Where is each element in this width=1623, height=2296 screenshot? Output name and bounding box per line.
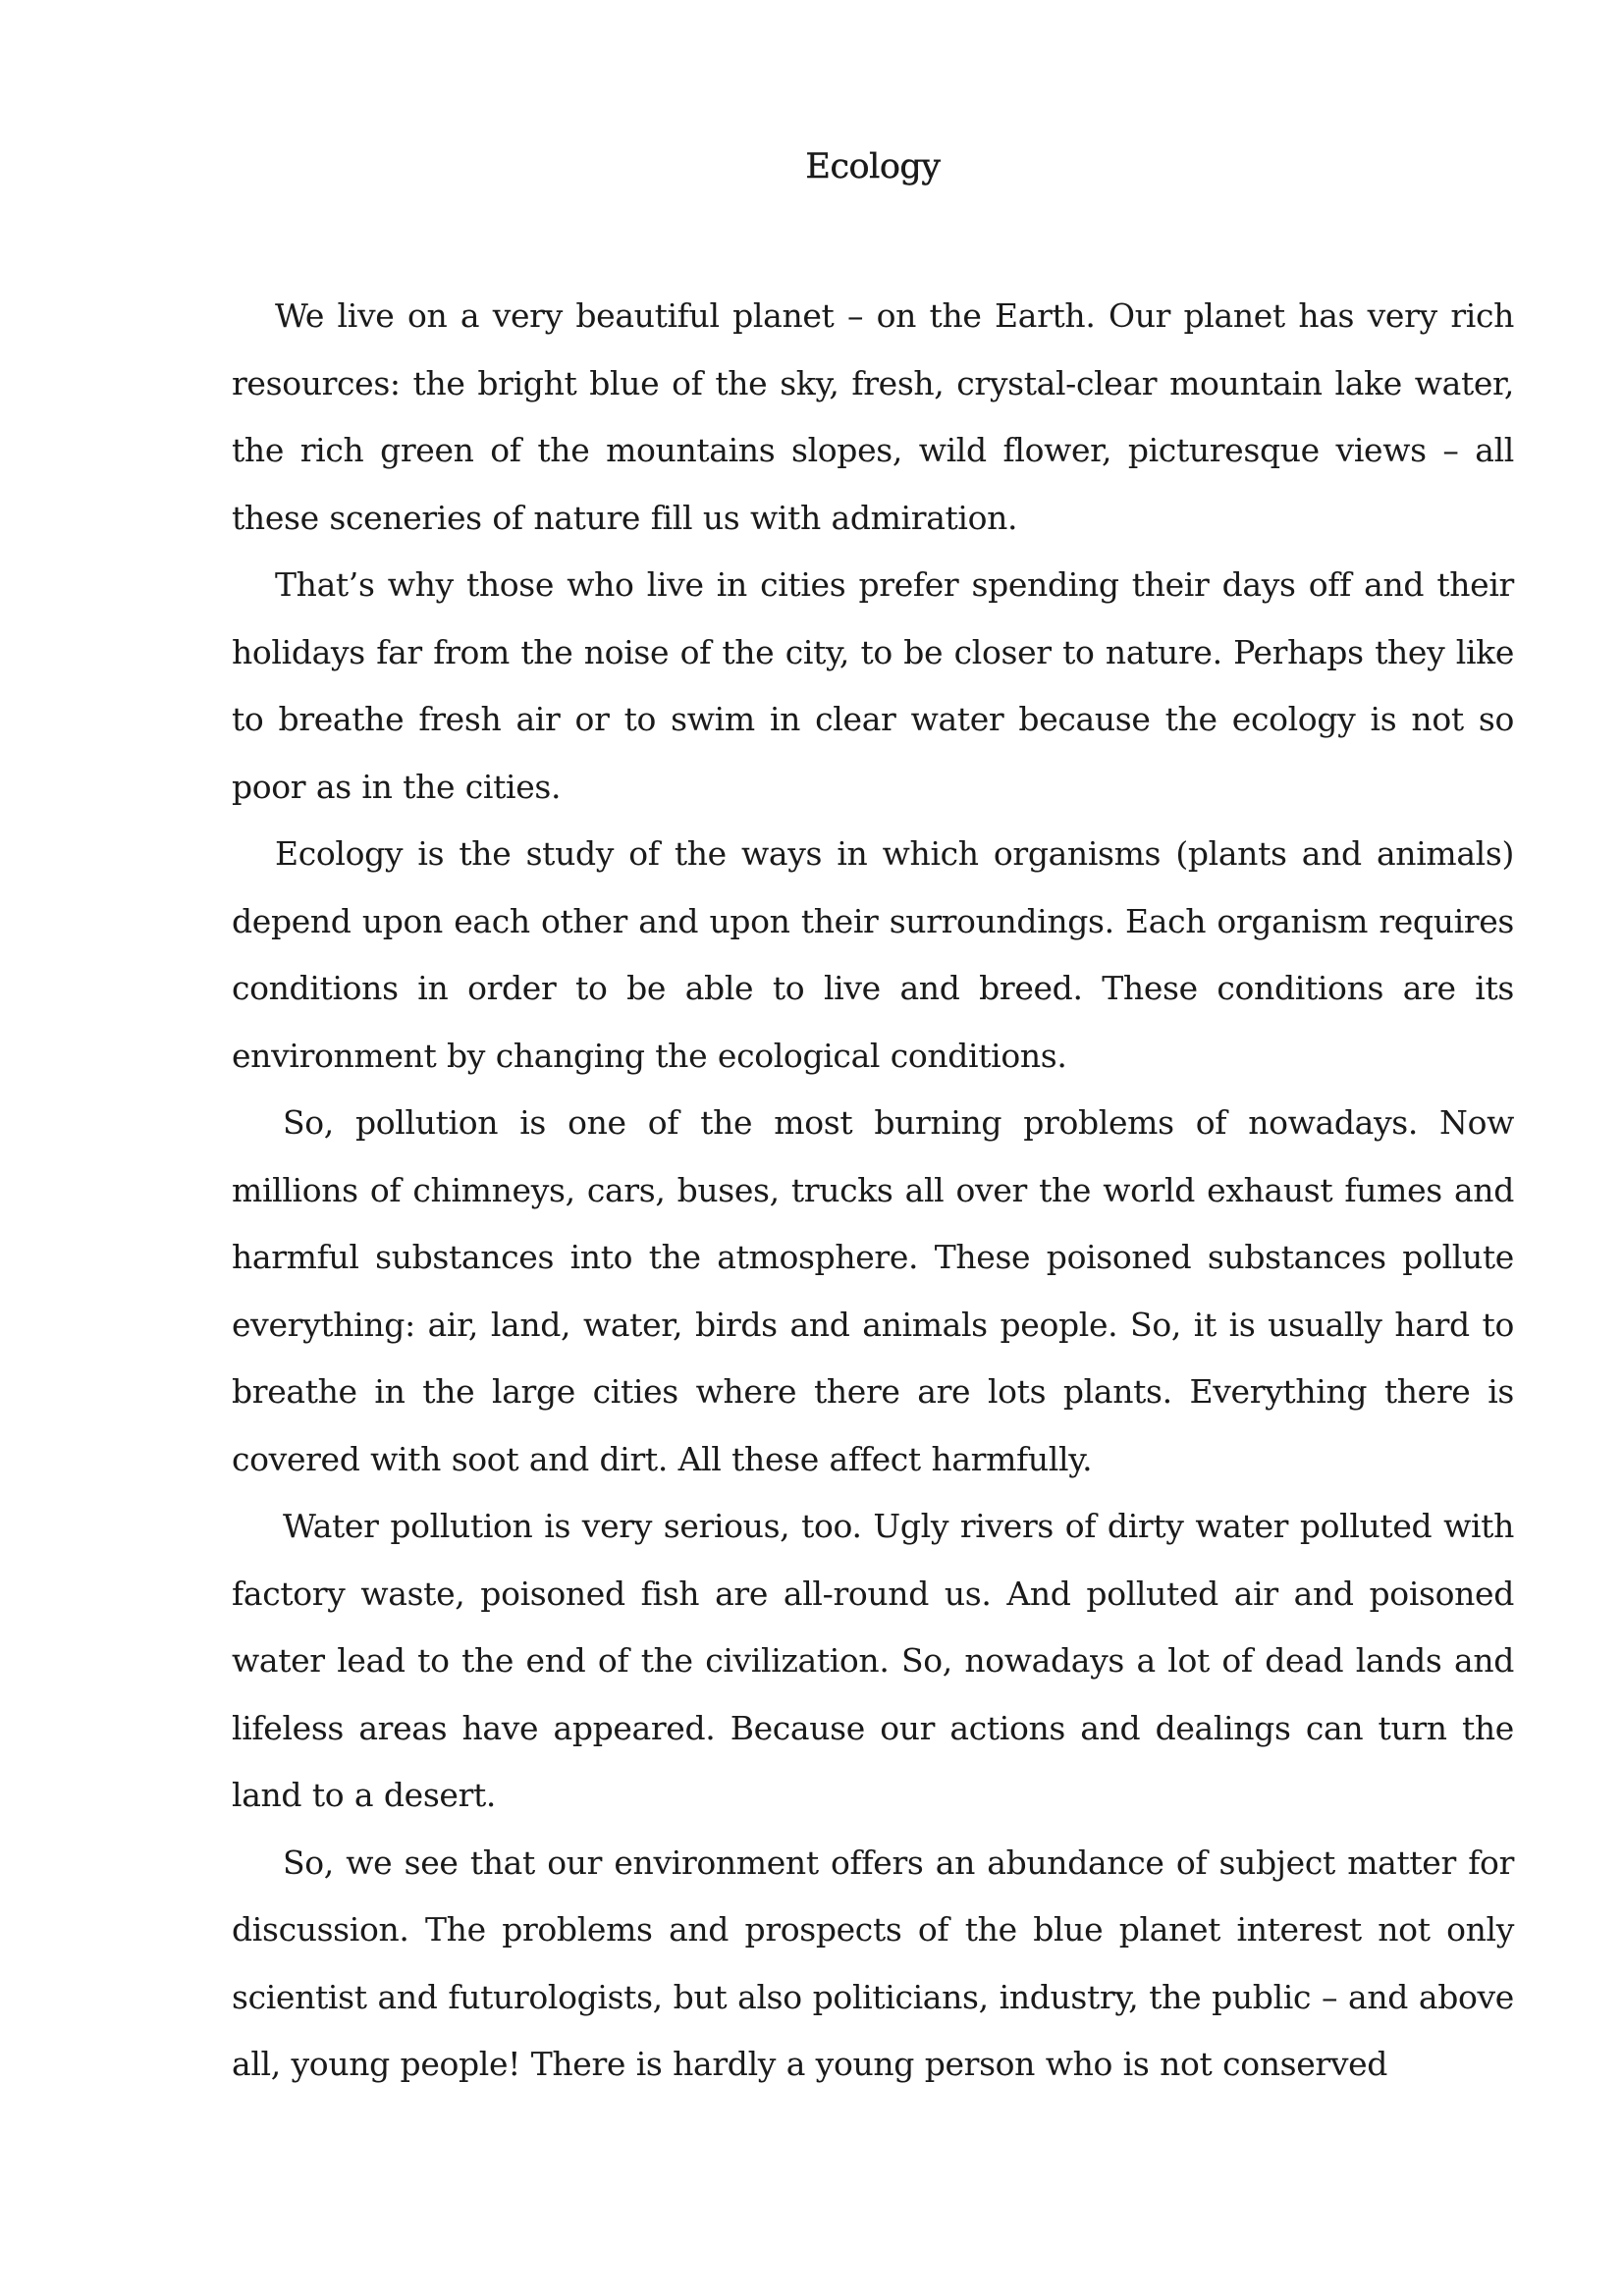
paragraph-ecology-definition: Ecology is the study of the ways in which organisms (plants and animals) depend upon each other and upon their surroundings. Each organism requires conditions in order to be able to live and breed. These conditions are its environment by changing the ecological conditions. [232, 834, 1514, 1075]
paragraph-water-pollution: Water pollution is very serious, too. Ugly rivers of dirty water polluted with factory waste, poisoned fish are all-round us. And polluted air and poisoned water lead to the end of the civilization. So, nowadays a lot of dead lands and lifeless areas have appeared. Because our actions and dealings can turn the land to a desert. [232, 1507, 1514, 1814]
paragraph-environment-discussion: So, we see that our environment offers an abundance of subject matter for discussion. The problems and prospects of the blue planet interest not only scientist and futurologists, but also politicians, industry, the public – and above all, young people! There is hardly a young person who is not conserved [232, 1842, 1514, 2083]
paragraph-air-pollution: So, pollution is one of the most burning problems of nowadays. Now millions of chimneys, cars, buses, trucks all over the world exhaust fumes and harmful substances into the atmosphere. These poisoned substances pollute everything: air, land, water, birds and animals people. So, it is usually hard to breathe in the large cities where there are lots plants. Everything there is covered with soot and dirt. All these affect harmfully. [232, 1103, 1514, 1478]
document-page [232, 147, 1514, 2099]
document-title: Ecology [805, 147, 941, 187]
paragraph-earth-resources: We live on a very beautiful planet – on the Earth. Our planet has very rich resources: the bright blue of the sky, fresh, crystal-clear mountain lake water, the rich green of the mountains slopes, wild flower, picturesque views – all these sceneries of nature fill us with admiration. [232, 296, 1514, 537]
paragraph-city-dwellers: That’s why those who live in cities prefer spending their days off and their holidays far from the noise of the city, to be closer to nature. Perhaps they like to breathe fresh air or to swim in clear water because the ecology is not so poor as in the cities. [232, 565, 1514, 806]
